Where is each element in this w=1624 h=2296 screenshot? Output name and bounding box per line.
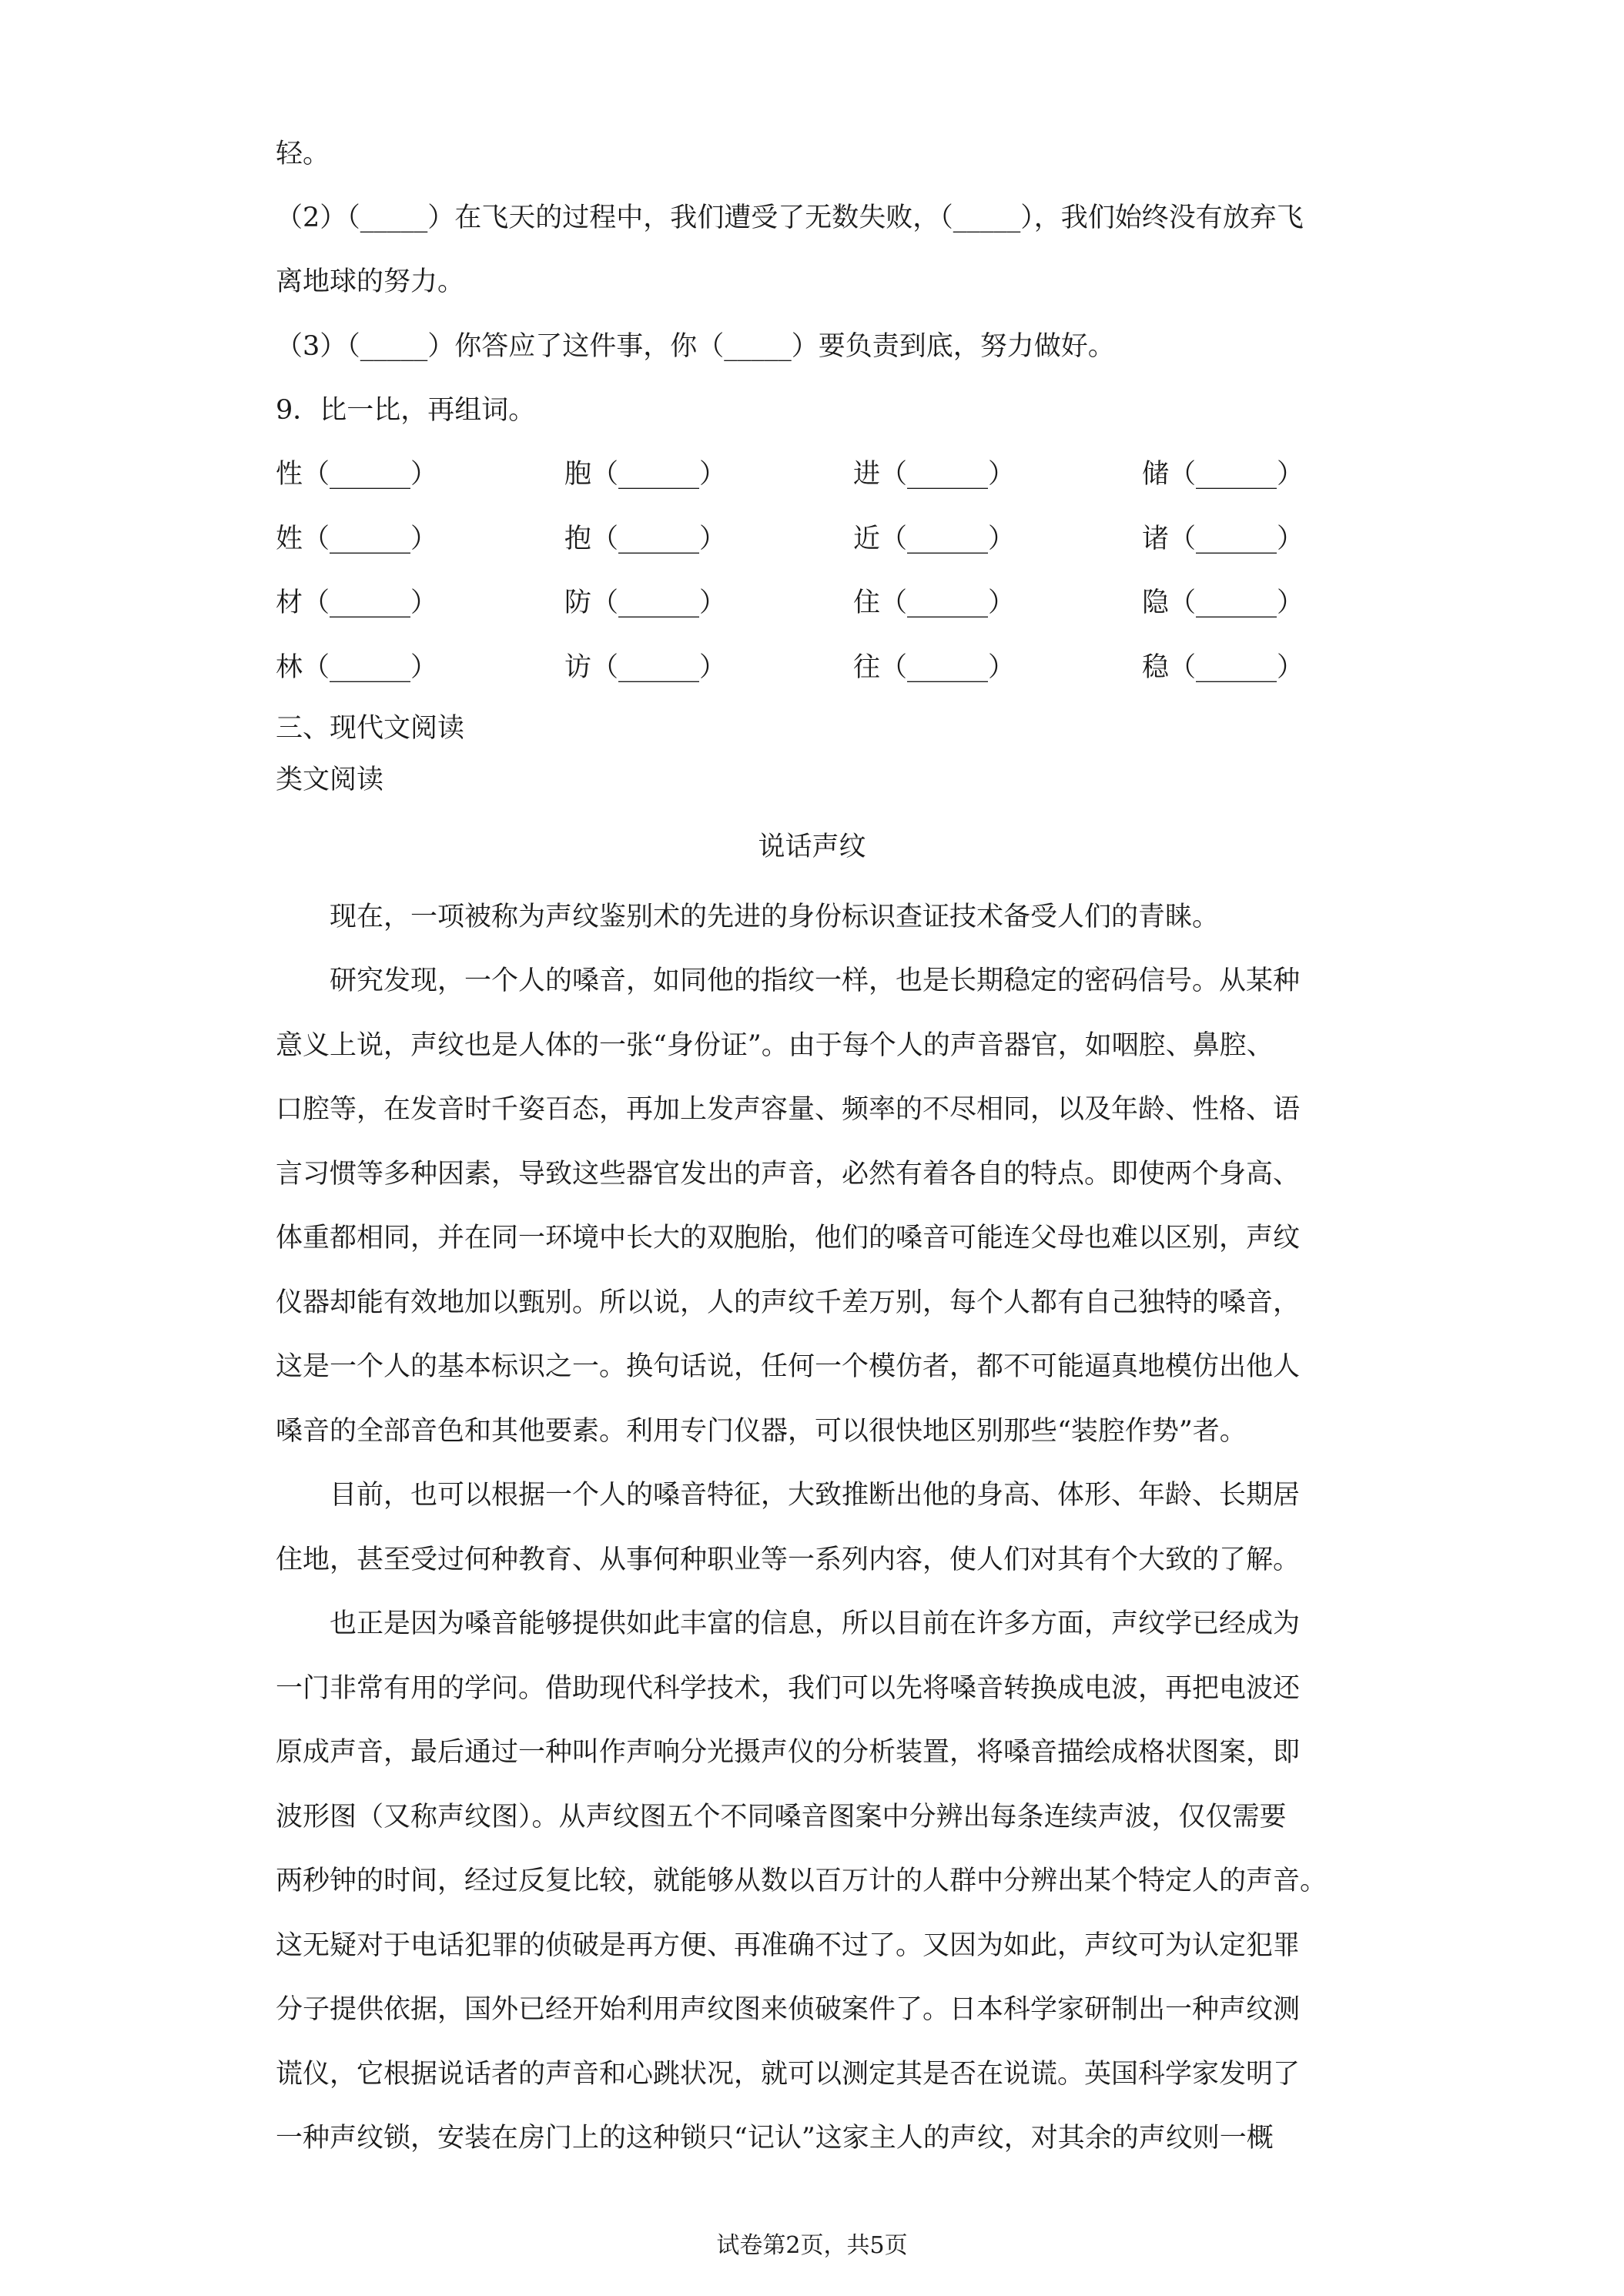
grid-cell: 往（______） [853, 651, 1016, 683]
paragraph-line: 体重都相同，并在同一环境中长大的双胞胎，他们的嗓音可能连父母也难以区别，声纹 [276, 1223, 1301, 1253]
grid-cell: 近（______） [853, 523, 1016, 554]
page-footer: 试卷第2页，共5页 [716, 2232, 908, 2259]
paragraph-line: 这是一个人的基本标识之一。换句话说，任何一个模仿者，都不可能逼真地模仿出他人 [276, 1351, 1301, 1382]
article-paragraph-1 [276, 885, 1355, 950]
grid-row [276, 651, 1355, 715]
section-heading: 三、现代文阅读 [276, 713, 465, 744]
paragraph-line: 嗓音的全部音色和其他要素。利用专门仪器，可以很快地区别那些“装腔作势”者。 [276, 1415, 1247, 1447]
paragraph-line: 现在，一项被称为声纹鉴别术的先进的身份标识查证技术备受人们的青睐。 [330, 902, 1220, 932]
grid-cell: 姓（______） [276, 523, 438, 554]
paragraph-line: 住地，甚至受过何种教育、从事何种职业等一系列内容，使人们对其有个大致的了解。 [276, 1544, 1301, 1575]
grid-cell: 住（______） [853, 587, 1016, 618]
grid-cell: 隐（______） [1142, 587, 1304, 618]
question-2-line-1: （2）（_____）在飞天的过程中，我们遭受了无数失败，（_____），我们始终没有放弃飞 [276, 202, 1304, 233]
grid-cell: 材（______） [276, 587, 438, 618]
paragraph-line: 也正是因为嗓音能够提供如此丰富的信息，所以目前在许多方面，声纹学已经成为 [330, 1608, 1301, 1639]
paragraph-line: 意义上说，声纹也是人体的一张“身份证”。由于每个人的声音器官，如咽腔、鼻腔、 [276, 1029, 1274, 1061]
paragraph-line: 谎仪，它根据说话者的声音和心跳状况，就可以测定其是否在说谎。英国科学家发明了 [276, 2058, 1301, 2090]
paragraph-line: 一种声纹锁，安装在房门上的这种锁只“记认”这家主人的声纹，对其余的声纹则一概 [276, 2123, 1274, 2154]
grid-row [276, 586, 1355, 651]
grid-cell: 防（______） [564, 587, 727, 618]
question-3: （3）（_____）你答应了这件事，你（_____）要负责到底，努力做好。 [276, 331, 1115, 362]
paragraph-line: 仪器却能有效地加以甄别。所以说，人的声纹千差万别，每个人都有自己独特的嗓音， [276, 1287, 1301, 1318]
text-line-continuation: 轻。 [276, 139, 330, 169]
article-paragraph-2 [276, 949, 1355, 1464]
grid-cell: 储（______） [1142, 459, 1304, 490]
grid-cell: 胞（______） [564, 459, 727, 490]
paragraph-line: 口腔等，在发音时千姿百态，再加上发声容量、频率的不尽相同，以及年龄、性格、语 [276, 1094, 1301, 1125]
article-paragraph-4 [276, 1592, 1355, 2171]
question-9-heading: 9．比一比，再组词。 [276, 395, 536, 426]
paragraph-line: 波形图（又称声纹图）。从声纹图五个不同嗓音图案中分辨出每条连续声波，仅仅需要 [276, 1801, 1287, 1832]
grid-cell: 抱（______） [564, 523, 727, 554]
paragraph-line: 原成声音，最后通过一种叫作声响分光摄声仪的分析装置，将嗓音描绘成格状图案，即 [276, 1737, 1301, 1768]
grid-row [276, 457, 1355, 522]
paragraph-line: 研究发现，一个人的嗓音，如同他的指纹一样，也是长期稳定的密码信号。从某种 [330, 966, 1301, 996]
word-compare-grid [276, 457, 1355, 715]
paragraph-line: 分子提供依据，国外已经开始利用声纹图来侦破案件了。日本科学家研制出一种声纹测 [276, 1994, 1301, 2025]
grid-cell: 林（______） [276, 651, 438, 683]
grid-cell: 诸（______） [1142, 523, 1304, 554]
section-subheading: 类文阅读 [276, 765, 384, 795]
paragraph-line: 两秒钟的时间，经过反复比较，就能够从数以百万计的人群中分辨出某个特定人的声音。 [276, 1866, 1328, 1896]
article-title: 说话声纹 [758, 832, 866, 862]
article-paragraph-3 [276, 1464, 1355, 1592]
grid-row [276, 522, 1355, 587]
grid-cell: 稳（______） [1142, 651, 1304, 683]
grid-cell: 访（______） [564, 651, 727, 683]
paragraph-line: 言习惯等多种因素，导致这些器官发出的声音，必然有着各自的特点。即使两个身高、 [276, 1158, 1301, 1190]
grid-cell: 进（______） [853, 459, 1016, 490]
paragraph-line: 一门非常有用的学问。借助现代科学技术，我们可以先将嗓音转换成电波，再把电波还 [276, 1672, 1301, 1704]
paragraph-line: 目前，也可以根据一个人的嗓音特征，大致推断出他的身高、体形、年龄、长期居 [330, 1480, 1301, 1511]
grid-cell: 性（______） [276, 459, 438, 490]
paragraph-line: 这无疑对于电话犯罪的侦破是再方便、再准确不过了。又因为如此，声纹可为认定犯罪 [276, 1930, 1301, 1961]
question-2-line-2: 离地球的努力。 [276, 266, 465, 297]
